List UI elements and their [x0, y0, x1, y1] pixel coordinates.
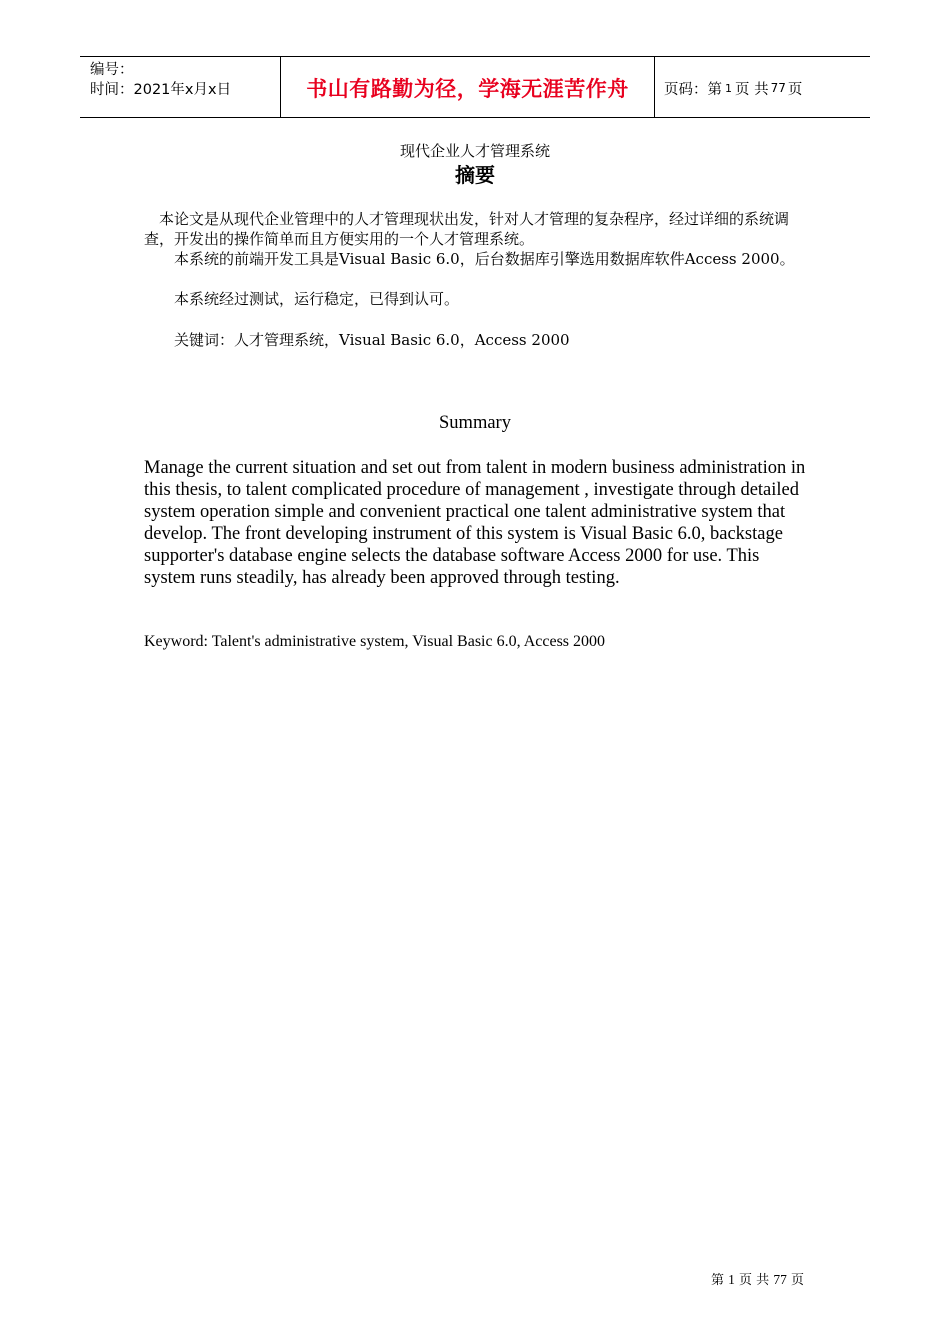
- header-page-total: 77: [770, 81, 786, 95]
- page-footer: [711, 1269, 804, 1288]
- header-page-prefix: 页码：第: [664, 81, 722, 98]
- header-page-suffix: 页: [787, 81, 803, 98]
- abstract-paragraph-cn-2: 本系统的前端开发工具是Visual Basic 6.0，后台数据库引擎选用数据库软件Access 2000。: [144, 250, 795, 268]
- abstract-paragraph-cn-3: 本系统经过测试，运行稳定，已得到认可。: [144, 290, 460, 308]
- footer-prefix: 第: [711, 1273, 725, 1288]
- serial-number-label: 编号：: [90, 62, 134, 78]
- footer-page-total: 77: [773, 1272, 787, 1287]
- keywords-en: Keyword: Talent's administrative system, Visual Basic 6.0, Access 2000: [144, 633, 606, 650]
- abstract-paragraph-en: Manage the current situation and set out from talent in modern business administration in this thesis, to talent complicated procedure of management , investigate through detailed system operation simple and convenient practical one talent administrative system that develop. The front developing instrument of this system is Visual Basic 6.0, backstage supporter's database engine selects the database software Access 2000 for use. This system runs steadily, has already been approved through testing.: [144, 458, 806, 588]
- page-header: [80, 56, 870, 118]
- date-label: 时间：2021年x月x日: [90, 82, 232, 98]
- keywords-cn: 关键词：人才管理系统，Visual Basic 6.0，Access 2000: [144, 331, 570, 349]
- abstract-heading-cn: 摘要: [455, 163, 495, 187]
- header-page-number: 1: [725, 81, 732, 95]
- header-motto: 书山有路勤为径，学海无涯苦作舟: [306, 77, 629, 101]
- header-page-cell: [655, 57, 870, 117]
- footer-suffix: 页: [790, 1273, 804, 1288]
- footer-mid: 页 共: [739, 1273, 770, 1288]
- header-page-mid: 页 共: [735, 81, 769, 98]
- header-meta-cell: [80, 57, 281, 117]
- thesis-title: 现代企业人才管理系统: [399, 142, 550, 160]
- abstract-paragraph-cn-1: 本论文是从现代企业管理中的人才管理现状出发，针对人才管理的复杂程序，经过详细的系统调查，开发出的操作简单而且方便实用的一个人才管理系统。: [144, 210, 790, 248]
- header-motto-cell: [281, 57, 655, 117]
- abstract-heading-en: Summary: [439, 413, 511, 433]
- footer-page-number: 1: [728, 1272, 735, 1287]
